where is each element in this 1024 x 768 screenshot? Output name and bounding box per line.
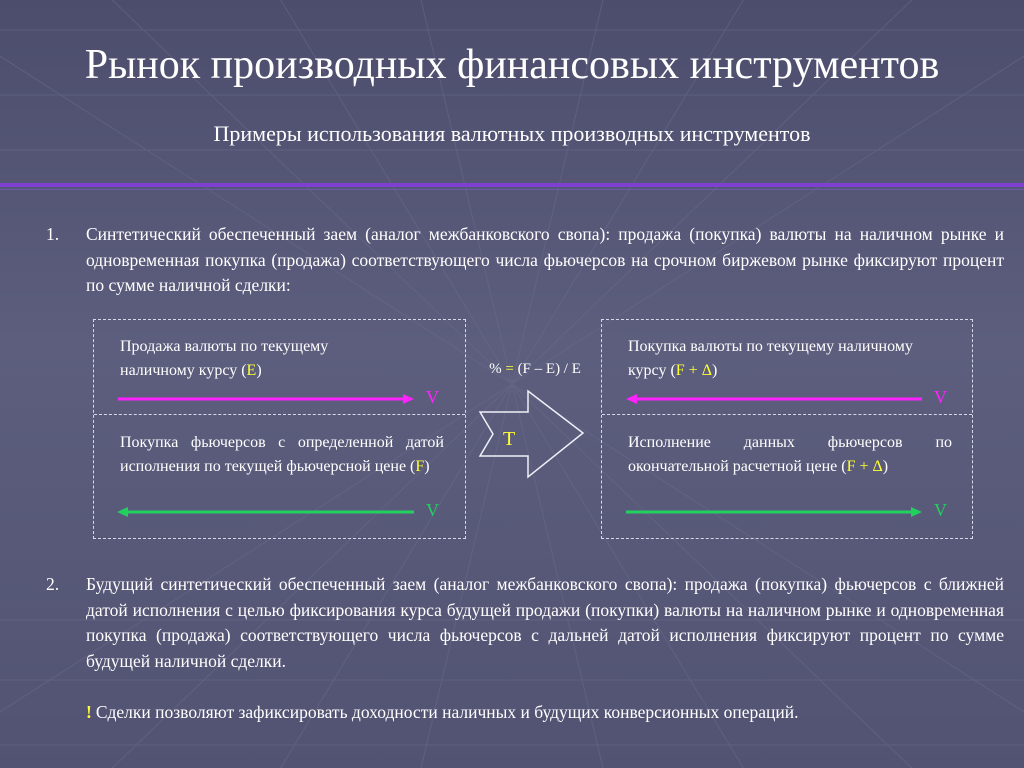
volume-label: V [426, 500, 439, 520]
box-divider [94, 414, 465, 415]
right-top-cell-text: Покупка валюты по текущему наличному курсу (F + Δ) [628, 338, 913, 379]
slide-subtitle: Примеры использования валютных производных инструментов [213, 121, 811, 146]
exclamation-icon: ! [86, 702, 92, 722]
list-item-number: 1. [46, 224, 60, 244]
futures-price-symbol: F [415, 458, 425, 475]
list-item-number: 2. [46, 574, 60, 594]
left-top-cell-text: Продажа валюты по текущему наличному курсу (E) [120, 338, 329, 379]
title-divider [0, 183, 1024, 187]
interest-formula: % = (F – E) / E [489, 361, 581, 377]
conclusion-text: Сделки позволяют зафиксировать доходности наличных и будущих конверсионных операций. [95, 702, 799, 722]
title-divider-thin [0, 189, 1024, 190]
conclusion-note [86, 700, 799, 724]
list-item-text: Синтетический обеспеченный заем (аналог межбанковского свопа): продажа (покупка) валюты на наличном рынке и одновременная покупка (продажа) соответствующего числа фьючерсов на срочном биржевом рынке фиксируют процент по сумме наличной сделки: [86, 224, 1004, 295]
right-bottom-cell-text: Исполнение данных фьючерсов по окончательной расчетной цене (F + Δ) [628, 434, 952, 475]
time-label: T [503, 428, 516, 450]
box-divider [602, 414, 972, 415]
slide-title: Рынок производных финансовых инструментов [84, 42, 940, 88]
volume-label: V [934, 500, 947, 520]
volume-label: V [934, 387, 947, 407]
left-bottom-cell-text: Покупка фьючерсов с определенной датой исполнения по текущей фьючерсной цене (F) [120, 434, 444, 475]
list-item-text: Будущий синтетический обеспеченный заем (аналог межбанковского свопа): продажа (покупка) фьючерсов с ближней датой исполнения с целью фиксирования курса будущей продажи (покупки) валюты на наличном рынке и одновременная покупка (продажа) соответствующего числа фьючерсов с дальней датой исполнения фиксируют процент по сумме будущей наличной сделки. [86, 574, 1004, 671]
volume-label: V [426, 387, 439, 407]
spot-rate-symbol: E [246, 362, 257, 379]
final-price-symbol: F + Δ [846, 458, 883, 475]
final-price-symbol: F + Δ [675, 362, 712, 379]
